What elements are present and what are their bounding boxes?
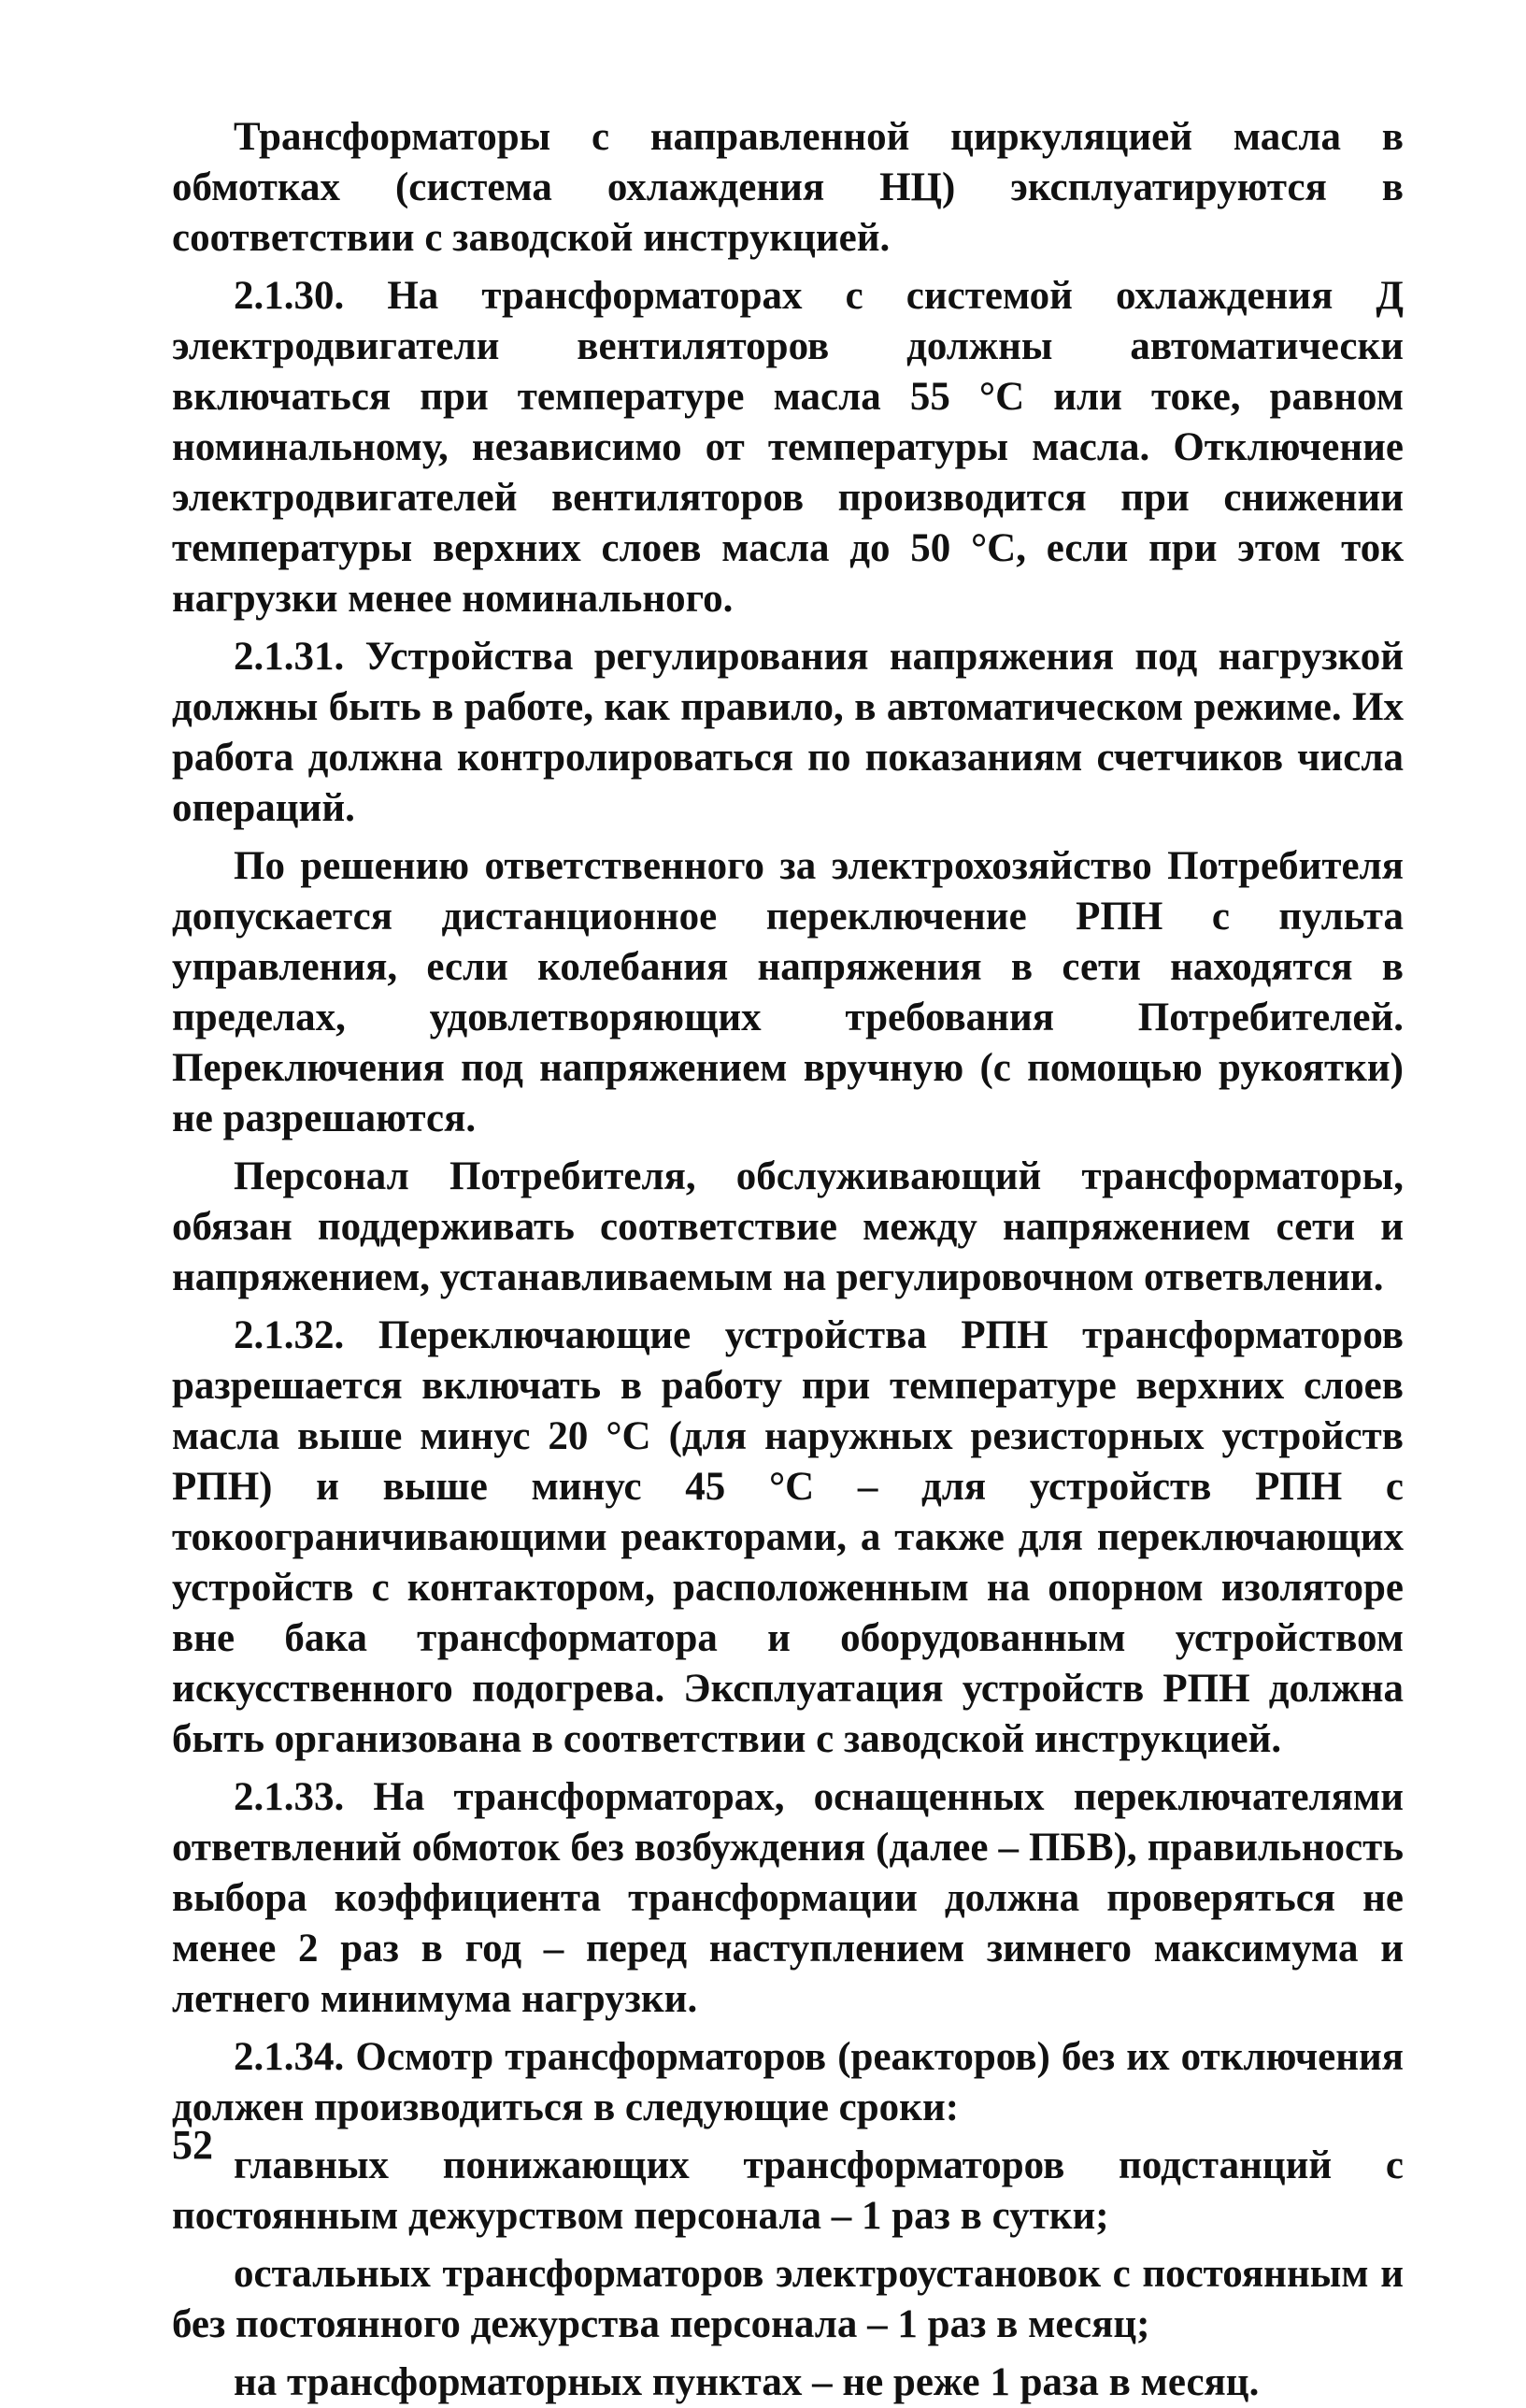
clause-number: 2.1.31.	[234, 635, 345, 679]
paragraph-rpn-remote	[172, 841, 1404, 1144]
clause-number: 2.1.30.	[234, 274, 345, 318]
paragraph-personnel	[172, 1152, 1404, 1303]
clause-number: 2.1.32.	[234, 1313, 345, 1357]
clause-2-1-34	[172, 2032, 1404, 2133]
list-item-transformer-points	[172, 2358, 1404, 2408]
clause-2-1-30	[172, 271, 1404, 624]
clause-text: Переключающие устройства РПН трансформаторов разрешается включать в работу при температуре верхних слоев масла выше минус 20 °С (для наружных резисторных устройств РПН) и выше минус 45 °С – для устройств РПН с токоограничивающими реакторами, а также для переключающих устройств с контактором, расположенным на опорном изоляторе вне бака трансформатора и оборудованным устройством искусственного подогрева. Эксплуатация устройств РПН должна быть организована в соответствии с заводской инструкцией.	[172, 1313, 1404, 1761]
paragraph-text: По решению ответственного за электрохозяйство Потребителя допускается дистанционное переключение РПН с пульта управления, если колебания напряжения в сети находятся в пределах, удовлетворяющих требования Потребителей. Переключения под напряжением вручную (с помощью рукоятки) не разрешаются.	[172, 844, 1404, 1140]
clause-2-1-32	[172, 1311, 1404, 1765]
clause-text: Осмотр трансформаторов (реакторов) без их отключения должен производиться в следующие сроки:	[172, 2035, 1405, 2129]
clause-text: Устройства регулирования напряжения под нагрузкой должны быть в работе, как правило, в автоматическом режиме. Их работа должна контролироваться по показаниям счетчиков числа операций.	[172, 635, 1404, 830]
clause-number: 2.1.33.	[234, 1775, 345, 1819]
clause-text: На трансформаторах, оснащенных переключателями ответвлений обмоток без возбуждения (далее – ПБВ), правильность выбора коэффициента трансформации должна проверяться не менее 2 раз в год – перед наступлением зимнего максимума и летнего минимума нагрузки.	[172, 1775, 1404, 2021]
list-item-main-transformers	[172, 2141, 1404, 2242]
paragraph-text: Персонал Потребителя, обслуживающий трансформаторы, обязан поддерживать соответствие между напряжением сети и напряжением, устанавливаемым на регулировочном ответвлении.	[172, 1154, 1404, 1299]
clause-text: На трансформаторах с системой охлаждения Д электродвигатели вентиляторов должны автоматически включаться при температуре масла 55 °С или токе, равном номинальному, независимо от температуры масла. Отключение электродвигателей вентиляторов производится при снижении температуры верхних слоев масла до 50 °С, если при этом ток нагрузки менее номинального.	[172, 274, 1404, 621]
paragraph-text: Трансформаторы с направленной циркуляцией масла в обмотках (система охлаждения НЦ) эксплуатируются в соответствии с заводской инструкцией.	[172, 115, 1404, 260]
clause-2-1-31	[172, 632, 1404, 834]
clause-2-1-33	[172, 1772, 1404, 2025]
list-item-text: остальных трансформаторов электроустановок с постоянным и без постоянного дежурства персонала – 1 раз в месяц;	[172, 2252, 1404, 2346]
list-item-text: на трансформаторных пунктах – не реже 1 раза в месяц.	[234, 2360, 1260, 2404]
page-body	[172, 112, 1404, 2408]
list-item-other-transformers	[172, 2249, 1404, 2350]
clause-number: 2.1.34.	[234, 2035, 345, 2079]
list-item-text: главных понижающих трансформаторов подстанций с постоянным дежурством персонала – 1 раз в сутки;	[172, 2143, 1404, 2238]
page-number: 52	[172, 2122, 213, 2168]
paragraph-intro	[172, 112, 1404, 264]
